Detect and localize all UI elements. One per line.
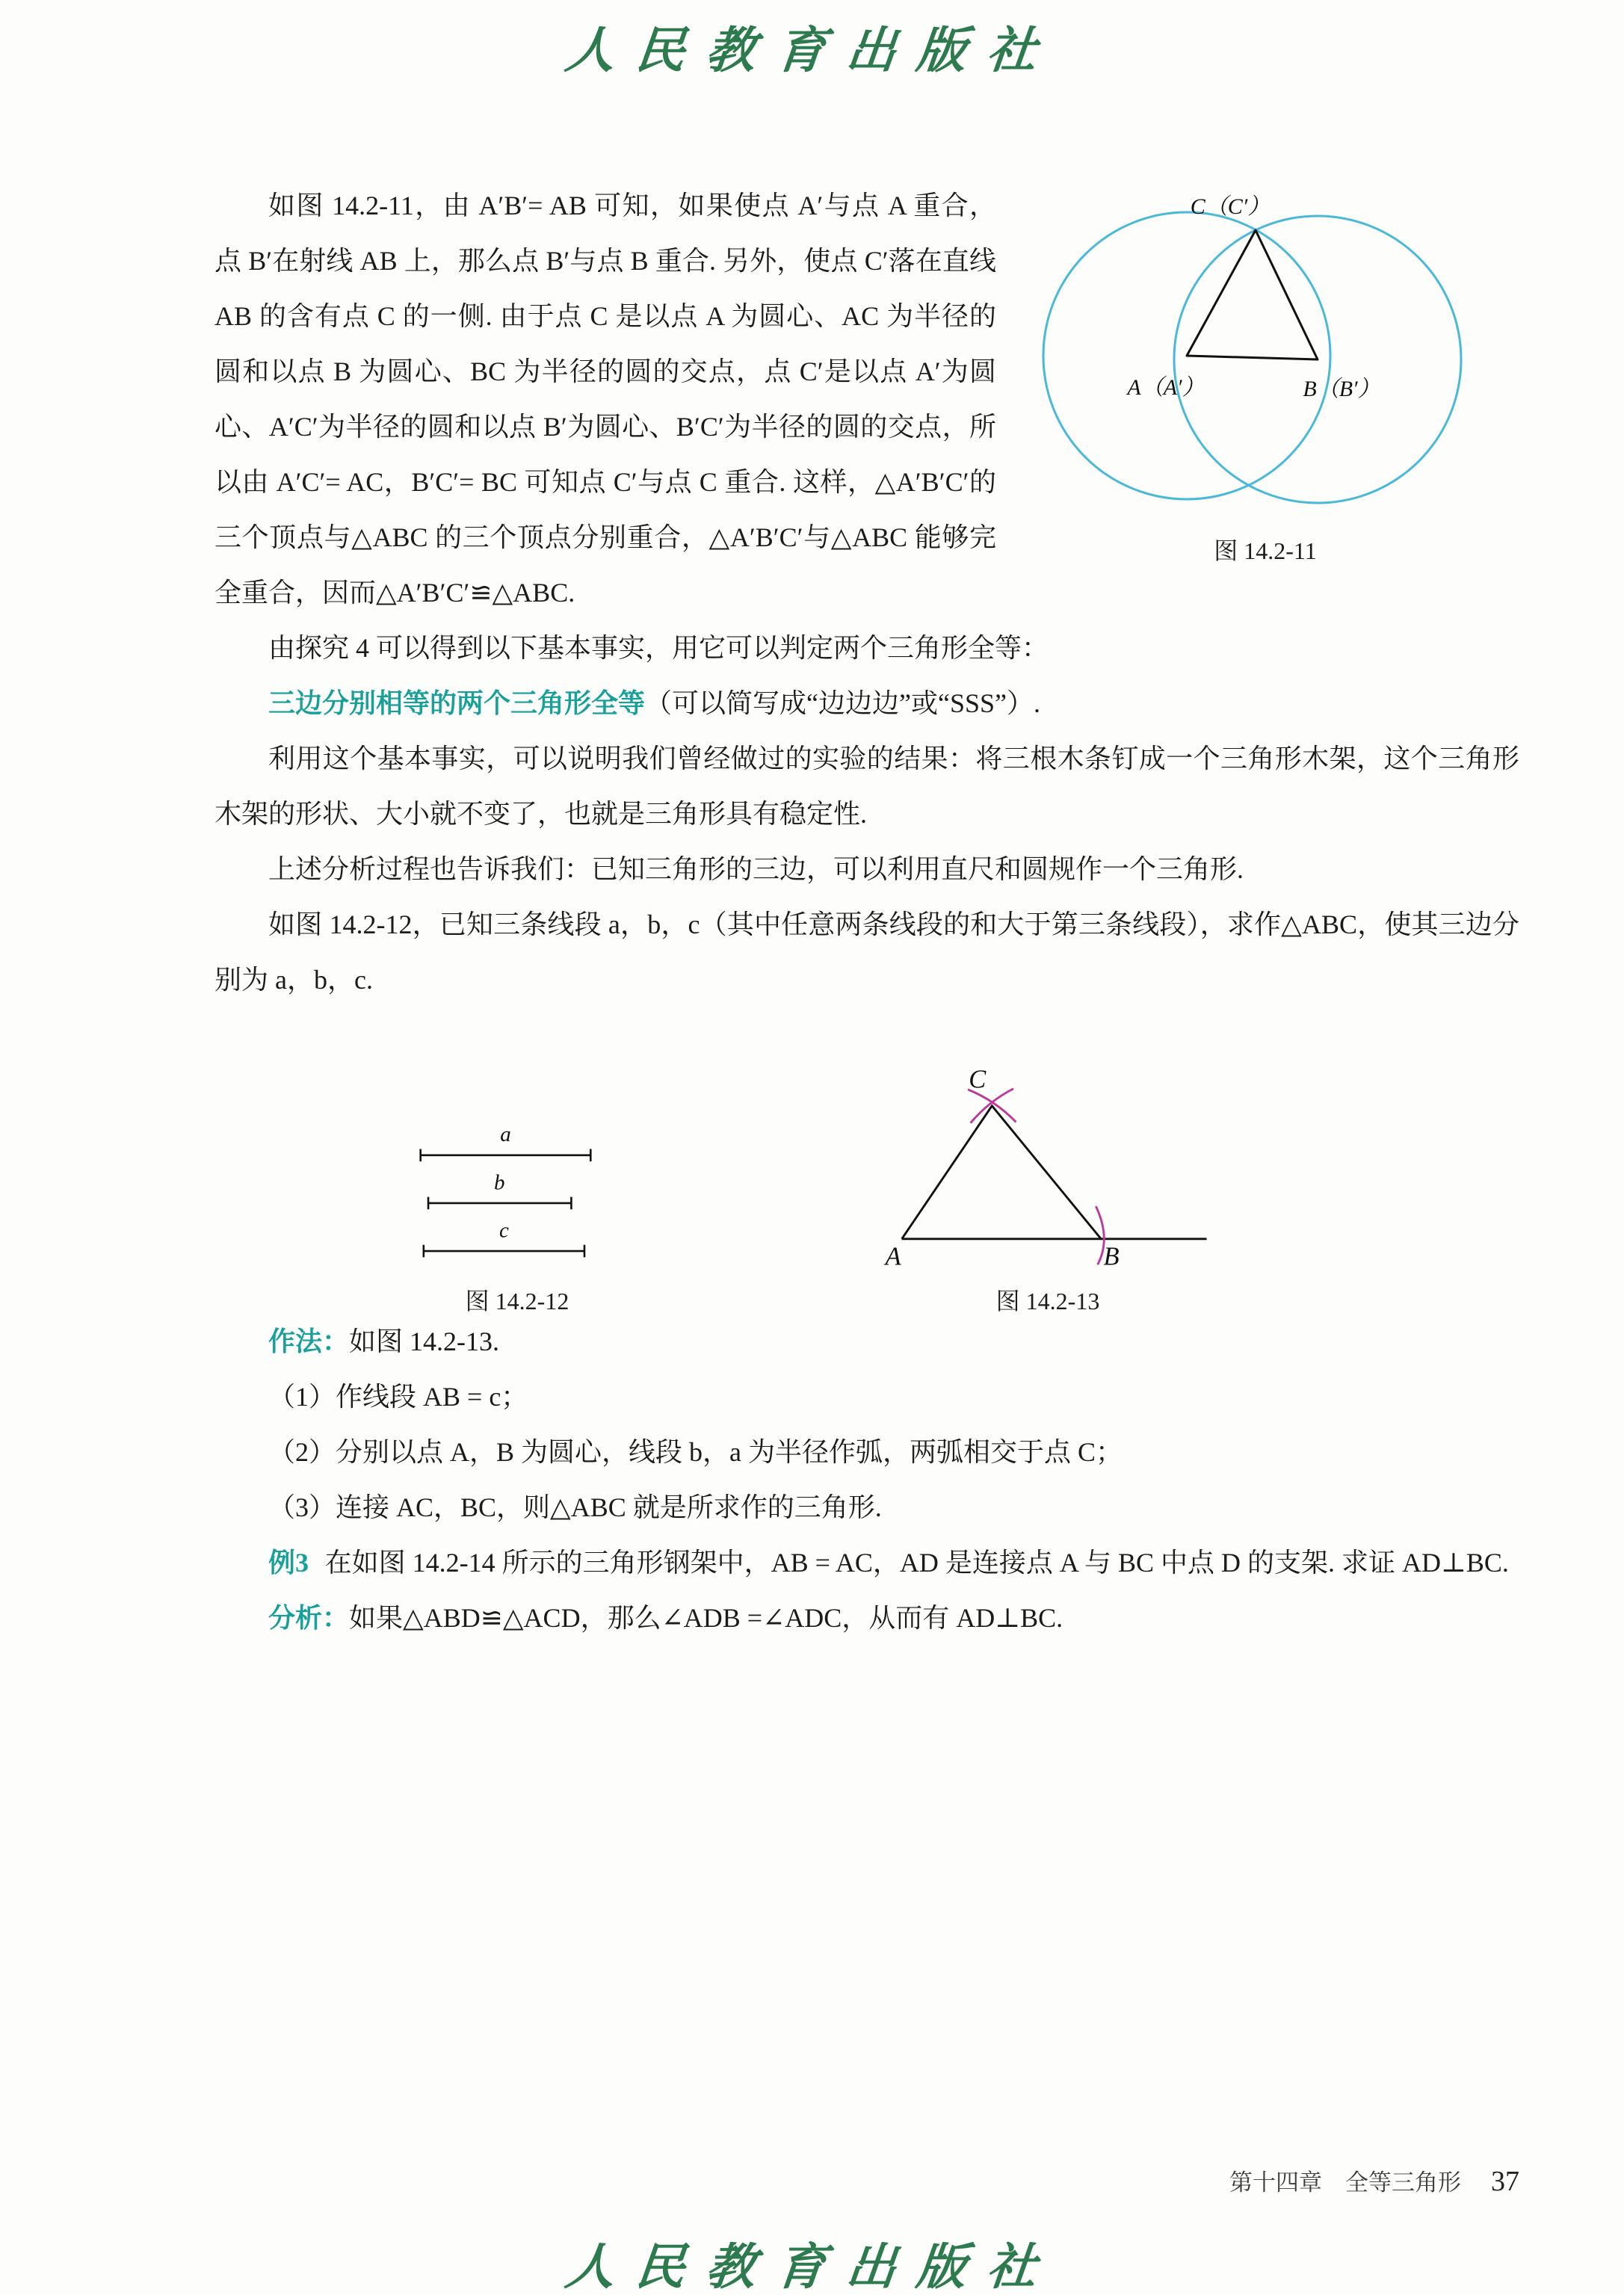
vertex-label-c: C (969, 1067, 987, 1094)
segments-diagram (405, 1118, 629, 1269)
figure-caption-14-2-13: 图 14.2-13 (995, 1288, 1100, 1315)
segment-label-c: c (498, 1218, 509, 1243)
figures-row (214, 1052, 1519, 1314)
analysis-label: 分析： (268, 1603, 350, 1633)
paragraph-method (214, 1314, 1519, 1369)
analysis-text: 如果△ABD≌△ACD，那么∠ADB =∠ADC，从而有 AD⊥BC. (349, 1603, 1063, 1633)
footer-chapter-title: 第十四章 全等三角形 (1229, 2169, 1461, 2196)
segment-label-a: a (500, 1122, 511, 1147)
vertex-label-b-bprime: B（B′） (1303, 377, 1380, 401)
paragraph-analysis (214, 1590, 1519, 1646)
vertex-label-c-cprime: C（C′） (1190, 194, 1271, 219)
vertex-label-a-aprime: A（A′） (1127, 375, 1205, 400)
figure-14-2-12 (405, 1052, 629, 1314)
segment-b (428, 1197, 571, 1210)
sss-axiom-abbreviation: （可以简写成“边边边”或“SSS”）. (645, 688, 1040, 718)
triangle-abc (1187, 230, 1318, 359)
paragraph-construction-task: 如图 14.2-12，已知三条线段 a，b，c（其中任意两条线段的和大于第三条线段），求作△ABC，使其三边分别为 a，b，c. (214, 909, 1519, 995)
publisher-logo-top: 人民教育出版社 (562, 24, 1060, 78)
vertex-label-a: A (885, 1242, 901, 1269)
page-footer (1229, 2163, 1519, 2198)
paragraph-rigidity: 利用这个基本事实，可以说明我们曾经做过的实验的结果：将三根木条钉成一个三角形木架，这个三角形木架的形状、大小就不变了，也就是三角形具有稳定性. (214, 744, 1519, 829)
footer-page-number: 37 (1491, 2166, 1519, 2197)
triangle-construction-box (876, 1052, 1220, 1269)
paragraph-superposition-proof: 如图 14.2-11，由 A′B′= AB 可知，如果使点 A′与点 A 重合，点 B′在射线 AB 上，那么点 B′与点 B 重合. 另外，使点 C′落在直线 AB 的含有点 C 的一侧. 由于点 C 是以点 A 为圆心、AC 为半径的圆和以点 B 为圆心、BC 为半径的圆的交点，点 C′是以点 A′为圆心、A′C′为半径的圆和以点 B′为圆心、B′C′为半径的圆的交点，所以由 A′C′= AC，B′C′= BC 可知点 C′与点 C 重合. 这样，△A′B′C′的三个顶点与△ABC 的三个顶点分别重合，△A′B′C′与△ABC 能够完全重合，因而△A′B′C′≌△ABC. (214, 191, 996, 608)
construction-step-3: （3）连接 AC，BC，则△ABC 就是所求作的三角形. (268, 1492, 882, 1522)
paragraph-sss-axiom (214, 676, 1519, 731)
publisher-logo-bottom: 人民教育出版社 (562, 2240, 1060, 2295)
figure-caption-14-2-11: 图 14.2-11 (1214, 537, 1317, 564)
segment-label-b: b (493, 1170, 505, 1195)
vertex-label-b: B (1103, 1242, 1120, 1269)
segment-a (421, 1149, 591, 1162)
method-label: 作法： (268, 1326, 350, 1356)
sss-axiom-statement: 三边分别相等的两个三角形全等 (268, 688, 646, 718)
example-3-text: 在如图 14.2-14 所示的三角形钢架中，AB = AC，AD 是连接点 A 与 BC 中点 D 的支架. 求证 AD⊥BC. (324, 1548, 1509, 1578)
figure-14-2-13 (876, 1052, 1220, 1314)
construction-step-1: （1）作线段 AB = c； (268, 1382, 528, 1412)
sides-ac-bc (902, 1106, 1102, 1239)
circles-construction-diagram (1019, 184, 1512, 528)
segments-diagram-box (405, 1052, 629, 1269)
method-text: 如图 14.2-13. (349, 1326, 500, 1356)
segment-c (424, 1245, 584, 1258)
construction-step-2: （2）分别以点 A，B 为圆心，线段 b，a 为半径作弧，两弧相交于点 C； (268, 1437, 1123, 1467)
figure-caption-14-2-12: 图 14.2-12 (465, 1288, 569, 1315)
figure-14-2-11 (996, 184, 1519, 602)
example-3-label: 例3 (268, 1548, 309, 1578)
paragraph-basic-fact-intro: 由探究 4 可以得到以下基本事实，用它可以判定两个三角形全等： (268, 633, 1049, 663)
paragraph-ruler-compass: 上述分析过程也告诉我们：已知三角形的三边，可以利用直尺和圆规作一个三角形. (268, 854, 1244, 884)
paragraph-example-3 (214, 1535, 1519, 1590)
triangle-construction-diagram (876, 1067, 1220, 1269)
